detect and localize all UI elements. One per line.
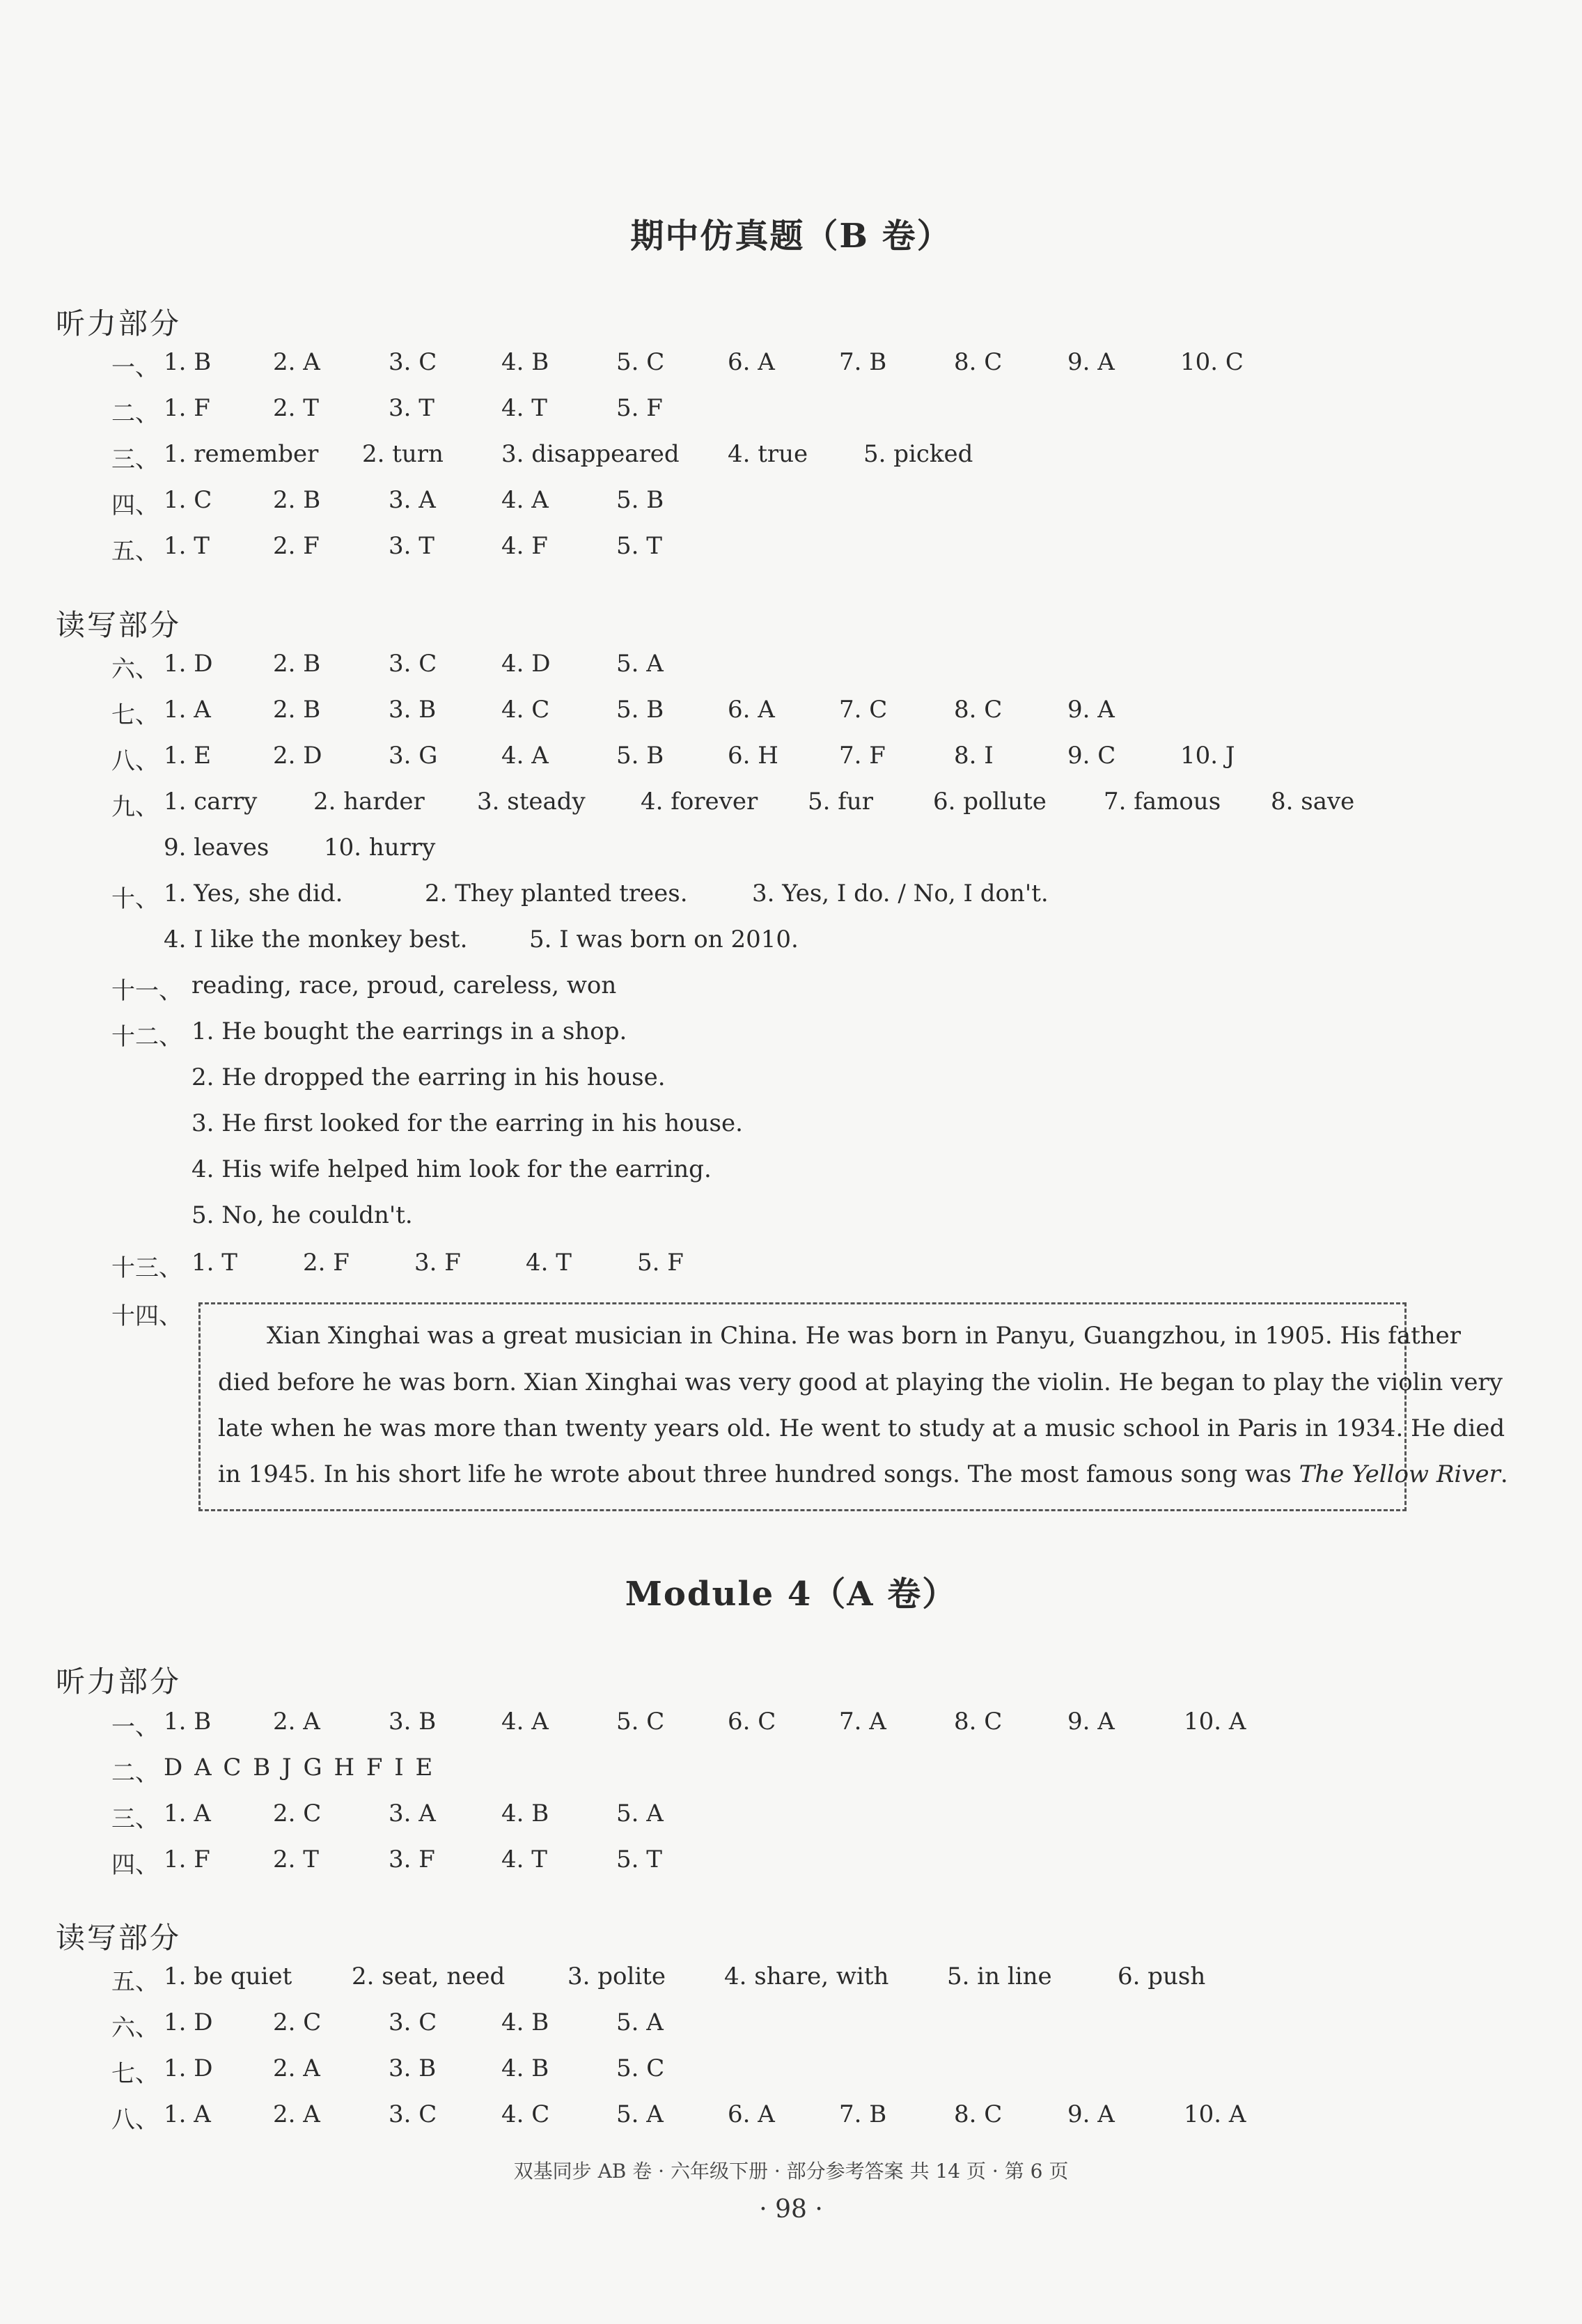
page-footer: 双基同步 AB 卷 · 六年级下册 · 部分参考答案 共 14 页 · 第 6 页 [513, 2160, 1069, 2183]
answer: 6. C [728, 1708, 776, 1736]
answer: 4. T [526, 1249, 572, 1277]
answer: 6. pollute [933, 788, 1047, 816]
answer: 1. D [164, 650, 213, 678]
answer: 5. A [616, 2100, 664, 2128]
answer: 9. A [1067, 348, 1115, 376]
essay-line [218, 1460, 1508, 1488]
answer: 2. A [273, 348, 320, 376]
answer: reading, race, proud, careless, won [191, 972, 617, 999]
answer: 4. B [501, 1800, 549, 1827]
answer: 2. A [273, 2054, 320, 2082]
answer: 1. T [164, 532, 210, 560]
row-label: 八、 [111, 747, 159, 775]
answer: 1. be quiet [164, 1963, 292, 1990]
answer: 4. true [728, 440, 808, 468]
answer: 1. A [164, 1800, 211, 1827]
answer: 8. C [954, 696, 1003, 724]
row-label: 五、 [111, 538, 159, 566]
essay-box [198, 1302, 1508, 1511]
answer: 2. B [273, 696, 321, 724]
answer: 5. T [616, 1846, 662, 1873]
song-title: The Yellow River [1299, 1460, 1501, 1488]
essay-line: Xian Xinghai was a great musician in China. He was born in Panyu, Guangzhou, in 1905. His father [267, 1322, 1462, 1350]
answer: 3. T [389, 394, 434, 422]
answer: 3. steady [477, 788, 586, 816]
answer: 9. A [1067, 696, 1115, 724]
answer: 2. B [273, 486, 321, 514]
answer: 2. T [273, 394, 319, 422]
answer: 2. F [273, 532, 320, 560]
answer: 3. C [389, 348, 437, 376]
answer: 8. I [954, 742, 994, 770]
answer: 10. A [1184, 1708, 1246, 1736]
answer: 2. T [273, 1846, 319, 1873]
answer: 4. B [501, 348, 549, 376]
answer: 1. D [164, 2009, 213, 2036]
answer: 9. A [1067, 1708, 1115, 1736]
answer: 2. B [273, 650, 321, 678]
answer: 5. C [616, 1708, 665, 1736]
essay-end: . [1500, 1460, 1508, 1488]
row-label: 九、 [111, 793, 159, 821]
row-label: 三、 [111, 1805, 159, 1833]
answer: 10. A [1184, 2100, 1246, 2128]
answer: 6. A [728, 2100, 775, 2128]
answer: D A C B J G H F I E [164, 1754, 433, 1781]
row-label: 十四、 [111, 1302, 182, 1330]
answer: 4. A [501, 1708, 549, 1736]
row-label: 十二、 [111, 1023, 182, 1051]
answer-line: 3. He first looked for the earring in his house. [191, 1109, 743, 1137]
answer: 4. D [501, 650, 551, 678]
answer: 6. H [728, 742, 778, 770]
answer: 1. E [164, 742, 212, 770]
essay-line: late when he was more than twenty years old. He went to study at a music school in Paris in 1934. He died [218, 1414, 1505, 1442]
page-number: · 98 · [759, 2195, 823, 2224]
answer: 1. B [164, 348, 212, 376]
answer: 3. A [389, 1800, 436, 1827]
answer: 2. C [273, 1800, 322, 1827]
answer: 6. push [1118, 1963, 1206, 1990]
row-label: 四、 [111, 1851, 159, 1879]
answer: 9. leaves [164, 834, 269, 861]
answer: 8. C [954, 2100, 1003, 2128]
answer: 3. C [389, 2100, 437, 2128]
listening-heading: 听力部分 [56, 306, 182, 341]
answer: 3. B [389, 2054, 437, 2082]
answer: 7. C [839, 696, 888, 724]
row-label: 七、 [111, 701, 159, 729]
answer: 3. C [389, 650, 437, 678]
answer: 3. F [389, 1846, 435, 1873]
answer: 6. A [728, 348, 775, 376]
answer: 3. F [414, 1249, 461, 1277]
answer: 4. T [501, 1846, 547, 1873]
row-label: 一、 [111, 1713, 159, 1741]
answer: 1. F [164, 1846, 210, 1873]
row-label: 四、 [111, 492, 159, 520]
answer: 2. A [273, 1708, 320, 1736]
answer: 3. polite [567, 1963, 666, 1990]
answer: 3. Yes, I do. / No, I don't. [752, 880, 1049, 907]
answer: 4. T [501, 394, 547, 422]
answer: 7. famous [1104, 788, 1221, 816]
answer: 2. They planted trees. [425, 880, 688, 907]
answer: 4. C [501, 2100, 550, 2128]
answer: 3. G [389, 742, 438, 770]
answer: 4. C [501, 696, 550, 724]
answer: 7. F [839, 742, 886, 770]
answer-line: 5. No, he couldn't. [191, 1201, 413, 1229]
answer: 1. A [164, 696, 211, 724]
row-label: 八、 [111, 2106, 159, 2134]
answer: 5. I was born on 2010. [529, 926, 799, 953]
answer: 3. disappeared [501, 440, 680, 468]
answer: 8. save [1271, 788, 1355, 816]
answer: 9. A [1067, 2100, 1115, 2128]
answer: 2. F [303, 1249, 350, 1277]
answer: 7. A [839, 1708, 886, 1736]
answer: 1. Yes, she did. [164, 880, 343, 907]
answer: 8. C [954, 1708, 1003, 1736]
section-title-module4: Module 4（A 卷） [625, 1575, 957, 1614]
answer: 4. share, with [724, 1963, 889, 1990]
answer: 4. B [501, 2009, 549, 2036]
answer: 2. seat, need [352, 1963, 506, 1990]
answer: 5. A [616, 650, 664, 678]
answer: 10. J [1180, 742, 1235, 770]
row-label: 三、 [111, 446, 159, 474]
answer: 5. B [616, 486, 664, 514]
answer: 5. T [616, 532, 662, 560]
answer: 1. remember [164, 440, 319, 468]
answer: 10. hurry [324, 834, 436, 861]
answer: 4. A [501, 486, 549, 514]
row-label: 七、 [111, 2060, 159, 2088]
answer: 1. F [164, 394, 210, 422]
answer: 3. C [389, 2009, 437, 2036]
answer: 4. forever [641, 788, 758, 816]
answer: 2. A [273, 2100, 320, 2128]
row-label: 二、 [111, 1759, 159, 1787]
answer: 4. A [501, 742, 549, 770]
answer: 5. B [616, 696, 664, 724]
answer: 6. A [728, 696, 775, 724]
answer: 5. F [616, 394, 663, 422]
answer: 8. C [954, 348, 1003, 376]
answer: 9. C [1067, 742, 1116, 770]
answer: 4. I like the monkey best. [164, 926, 468, 953]
essay-text: in 1945. In his short life he wrote about three hundred songs. The most famous song was [218, 1460, 1292, 1488]
answer: 3. B [389, 1708, 437, 1736]
row-label: 一、 [111, 354, 159, 382]
answer: 3. T [389, 532, 434, 560]
answer: 5. picked [863, 440, 973, 468]
answer: 3. B [389, 696, 437, 724]
answer: 5. F [637, 1249, 684, 1277]
essay-line: died before he was born. Xian Xinghai was very good at playing the violin. He began to play the violin very [218, 1368, 1503, 1396]
answer: 7. B [839, 2100, 887, 2128]
listening-heading: 听力部分 [56, 1664, 182, 1699]
answer: 1. carry [164, 788, 258, 816]
section-title-midterm: 期中仿真题（B 卷） [630, 217, 952, 256]
answer: 1. T [191, 1249, 237, 1277]
answer: 5. B [616, 742, 664, 770]
answer: 1. A [164, 2100, 211, 2128]
answer: 5. A [616, 1800, 664, 1827]
row-label: 十、 [111, 885, 159, 913]
answer: 5. C [616, 348, 665, 376]
answer-line: 1. He bought the earrings in a shop. [191, 1017, 627, 1045]
answer-line: 2. He dropped the earring in his house. [191, 1063, 666, 1091]
answer: 2. turn [362, 440, 444, 468]
row-label: 二、 [111, 400, 159, 428]
answer: 3. A [389, 486, 436, 514]
answer: 7. B [839, 348, 887, 376]
row-label: 十三、 [111, 1254, 182, 1282]
row-label: 六、 [111, 655, 159, 683]
answer: 4. F [501, 532, 548, 560]
answer: 4. B [501, 2054, 549, 2082]
answer: 2. D [273, 742, 322, 770]
answer: 10. C [1180, 348, 1244, 376]
answer: 1. B [164, 1708, 212, 1736]
answer: 2. C [273, 2009, 322, 2036]
answer: 5. fur [808, 788, 873, 816]
row-label: 十一、 [111, 977, 182, 1005]
row-label: 六、 [111, 2014, 159, 2042]
answer: 2. harder [313, 788, 425, 816]
answer: 1. C [164, 486, 212, 514]
reading-heading: 读写部分 [56, 608, 182, 642]
answer-line: 4. His wife helped him look for the earring. [191, 1155, 712, 1183]
row-label: 五、 [111, 1968, 159, 1996]
answer: 1. D [164, 2054, 213, 2082]
answer: 5. C [616, 2054, 665, 2082]
reading-heading: 读写部分 [56, 1921, 182, 1955]
answer: 5. in line [947, 1963, 1052, 1990]
answer: 5. A [616, 2009, 664, 2036]
